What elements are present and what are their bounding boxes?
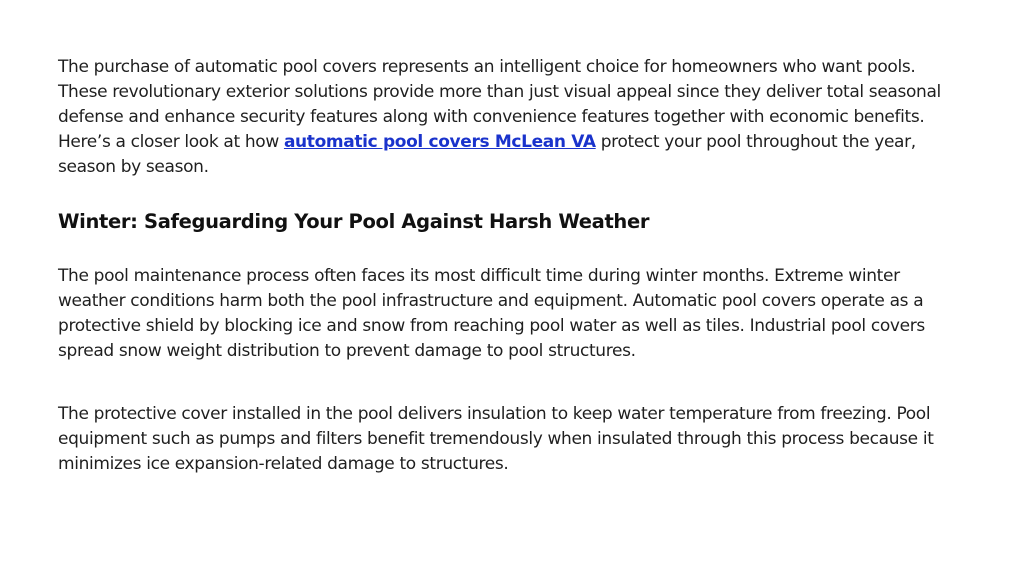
intro-text-before-link: The purchase of automatic pool covers represents an intelligent choice for homeowners who want pools. These revolutionary exterior solutions provide more than just visual appeal since they deliver total seasonal defense and enhance security features along with convenience features together with economic benefits. Here’s a closer look at how — [58, 57, 941, 152]
intro-text-after-link: protect your pool throughout the year, season by season. — [58, 132, 916, 177]
winter-paragraph-1: The pool maintenance process often faces its most difficult time during winter months. Extreme winter weather conditions harm both the pool infrastructure and equipment. Automatic pool covers operate as a protective shield by blocking ice and snow from reaching pool water as well as tiles. Industrial pool covers spread snow weight distribution to prevent damage to pool structures. — [58, 266, 925, 361]
winter-paragraph-2: The protective cover installed in the pool delivers insulation to keep water temperature from freezing. Pool equipment such as pumps and filters benefit tremendously when insulated through this process because it minimizes ice expansion-related damage to structures. — [58, 404, 934, 474]
section-heading: Winter: Safeguarding Your Pool Against Harsh Weather — [58, 210, 650, 233]
document-page — [58, 55, 968, 477]
automatic-pool-covers-link[interactable]: automatic pool covers McLean VA — [283, 132, 596, 152]
intro-paragraph — [58, 55, 968, 180]
